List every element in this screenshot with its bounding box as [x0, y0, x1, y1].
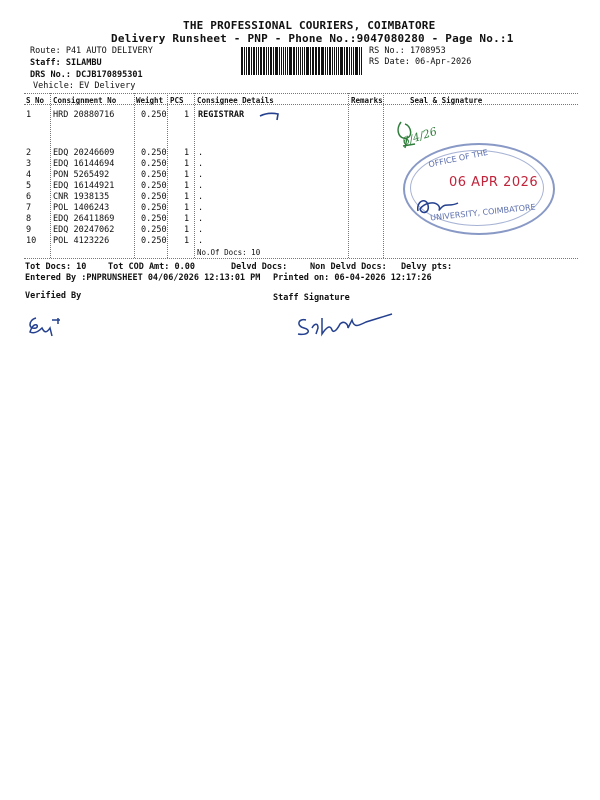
barcode-bar	[258, 47, 259, 75]
row-consignee-details: .	[198, 181, 204, 191]
date-stamp: 06 APR 2026	[449, 175, 539, 190]
row-consignee-details: .	[198, 214, 204, 224]
rs-number: RS No.: 1708953	[369, 46, 446, 56]
row-sno: 7	[26, 203, 32, 213]
barcode-bar	[349, 47, 350, 75]
barcode-bar	[268, 47, 269, 75]
route-label: Route: P41 AUTO DELIVERY	[30, 46, 153, 56]
page-subtitle: Delivery Runsheet - PNP - Phone No.:9047080280 - Page No.:1	[111, 32, 514, 45]
row-consignment-no: HRD 20880716	[53, 110, 115, 120]
row-weight: 0.250	[141, 214, 167, 224]
barcode-bar	[302, 47, 303, 75]
vehicle-label: Vehicle: EV Delivery	[33, 81, 136, 91]
barcode-bar	[361, 47, 362, 75]
row-consignee-details: REGISTRAR	[198, 110, 245, 120]
row-weight: 0.250	[141, 236, 167, 246]
handwritten-date: 6/4/26	[400, 124, 439, 149]
barcode-bar	[304, 47, 305, 75]
barcode-bar	[281, 47, 282, 75]
row-sno: 8	[26, 214, 32, 224]
row-weight: 0.250	[141, 225, 167, 235]
row-sno: 5	[26, 181, 32, 191]
row-weight: 0.250	[141, 110, 167, 120]
col-header-sno: S No	[26, 96, 45, 105]
row-sno: 9	[26, 225, 32, 235]
barcode-bar	[244, 47, 245, 75]
row-pcs: 1	[184, 203, 190, 213]
staff-signature	[292, 306, 402, 340]
row-pcs: 1	[184, 181, 190, 191]
row-sno: 1	[26, 110, 32, 120]
row-pcs: 1	[184, 170, 190, 180]
page-title: THE PROFESSIONAL COURIERS, COIMBATORE	[183, 19, 436, 32]
non-delvd-docs: Non Delvd Docs:	[310, 262, 387, 272]
barcode-bar	[327, 47, 328, 75]
row-consignee-details: .	[198, 159, 204, 169]
barcode-bar	[246, 47, 247, 75]
row-pcs: 1	[184, 159, 190, 169]
table-bottom-rule	[24, 258, 578, 259]
pen-mark	[258, 109, 284, 123]
barcode-bar	[344, 47, 345, 75]
barcode	[241, 47, 363, 75]
table-top-rule	[24, 93, 578, 94]
barcode-bar	[283, 47, 285, 75]
no-of-docs: No.Of Docs: 10	[197, 248, 261, 257]
barcode-bar	[273, 47, 274, 75]
barcode-bar	[312, 47, 314, 75]
printed-on: Printed on: 06-04-2026 12:17:26	[273, 273, 432, 283]
row-consignment-no: EDQ 20246609	[53, 148, 115, 158]
col-divider	[194, 93, 195, 258]
row-consignee-details: .	[198, 148, 204, 158]
barcode-bar	[319, 47, 320, 75]
row-sno: 10	[26, 236, 37, 246]
row-pcs: 1	[184, 192, 190, 202]
barcode-bar	[263, 47, 266, 75]
row-weight: 0.250	[141, 170, 167, 180]
barcode-bar	[318, 47, 319, 75]
row-sno: 2	[26, 148, 32, 158]
barcode-bar	[340, 47, 343, 75]
seal-top-text: OFFICE OF THE	[427, 147, 489, 170]
barcode-bar	[351, 47, 352, 75]
row-sno: 4	[26, 170, 32, 180]
barcode-bar	[346, 47, 348, 75]
barcode-bar	[266, 47, 267, 75]
col-header-remarks: Remarks	[351, 96, 383, 105]
barcode-bar	[287, 47, 288, 75]
entered-by: Entered By :PNPRUNSHEET 04/06/2026 12:13:01 PM	[25, 273, 261, 283]
col-divider	[167, 93, 168, 258]
row-pcs: 1	[184, 225, 190, 235]
barcode-bar	[329, 47, 331, 75]
row-consignment-no: EDQ 16144921	[53, 181, 115, 191]
seal-signature	[414, 193, 462, 219]
col-header-weight: Weight	[136, 96, 164, 105]
barcode-bar	[270, 47, 272, 75]
row-sno: 6	[26, 192, 32, 202]
row-consignee-details: .	[198, 225, 204, 235]
drs-number: DRS No.: DCJB170895301	[30, 70, 143, 80]
barcode-bar	[256, 47, 257, 75]
verified-by-label: Verified By	[25, 291, 82, 301]
row-sno: 3	[26, 159, 32, 169]
barcode-bar	[310, 47, 311, 75]
row-pcs: 1	[184, 236, 190, 246]
barcode-bar	[241, 47, 243, 75]
row-pcs: 1	[184, 110, 190, 120]
row-consignee-details: .	[198, 170, 204, 180]
row-weight: 0.250	[141, 148, 167, 158]
barcode-bar	[355, 47, 358, 75]
col-header-consignment: Consignment No	[53, 96, 117, 105]
barcode-bar	[321, 47, 324, 75]
barcode-bar	[248, 47, 251, 75]
barcode-bar	[296, 47, 297, 75]
row-consignee-details: .	[198, 203, 204, 213]
barcode-bar	[260, 47, 262, 75]
barcode-bar	[325, 47, 326, 75]
row-consignment-no: EDQ 26411869	[53, 214, 115, 224]
row-weight: 0.250	[141, 203, 167, 213]
barcode-bar	[293, 47, 295, 75]
row-weight: 0.250	[141, 181, 167, 191]
row-consignee-details: .	[198, 236, 204, 246]
barcode-bar	[251, 47, 252, 75]
row-consignment-no: CNR 1938135	[53, 192, 110, 202]
barcode-bar	[336, 47, 337, 75]
barcode-bar	[353, 47, 355, 75]
barcode-bar	[306, 47, 309, 75]
row-consignment-no: POL 1406243	[53, 203, 110, 213]
barcode-bar	[332, 47, 333, 75]
row-consignee-details: .	[198, 192, 204, 202]
row-pcs: 1	[184, 148, 190, 158]
seal-bottom-text: UNIVERSITY, COIMBATORE	[429, 202, 537, 223]
barcode-bar	[289, 47, 292, 75]
barcode-bar	[298, 47, 299, 75]
barcode-bar	[334, 47, 336, 75]
row-consignment-no: PON 5265492	[53, 170, 110, 180]
barcode-bar	[315, 47, 317, 75]
col-header-consignee: Consignee Details	[197, 96, 274, 105]
row-weight: 0.250	[141, 159, 167, 169]
barcode-bar	[338, 47, 339, 75]
col-divider	[134, 93, 135, 258]
col-divider	[383, 93, 384, 258]
barcode-bar	[285, 47, 286, 75]
row-consignment-no: EDQ 20247062	[53, 225, 115, 235]
barcode-bar	[359, 47, 360, 75]
row-consignment-no: EDQ 16144694	[53, 159, 115, 169]
rs-date: RS Date: 06-Apr-2026	[369, 57, 472, 67]
staff-label: Staff: SILAMBU	[30, 58, 102, 68]
barcode-bar	[275, 47, 278, 75]
verified-signature	[22, 310, 66, 340]
col-divider	[50, 93, 51, 258]
row-pcs: 1	[184, 214, 190, 224]
row-consignment-no: POL 4123226	[53, 236, 110, 246]
delvd-docs: Delvd Docs:	[231, 262, 288, 272]
staff-signature-label: Staff Signature	[273, 293, 350, 303]
barcode-bar	[300, 47, 302, 75]
col-header-pcs: PCS	[170, 96, 184, 105]
barcode-bar	[253, 47, 255, 75]
row-weight: 0.250	[141, 192, 167, 202]
barcode-bar	[279, 47, 280, 75]
tot-docs: Tot Docs: 10	[25, 262, 87, 272]
col-divider	[348, 93, 349, 258]
col-header-seal: Seal & Signature	[410, 96, 483, 105]
delvy-pts: Delvy pts:	[401, 262, 453, 272]
tot-cod-amt: Tot COD Amt: 0.00	[108, 262, 195, 272]
